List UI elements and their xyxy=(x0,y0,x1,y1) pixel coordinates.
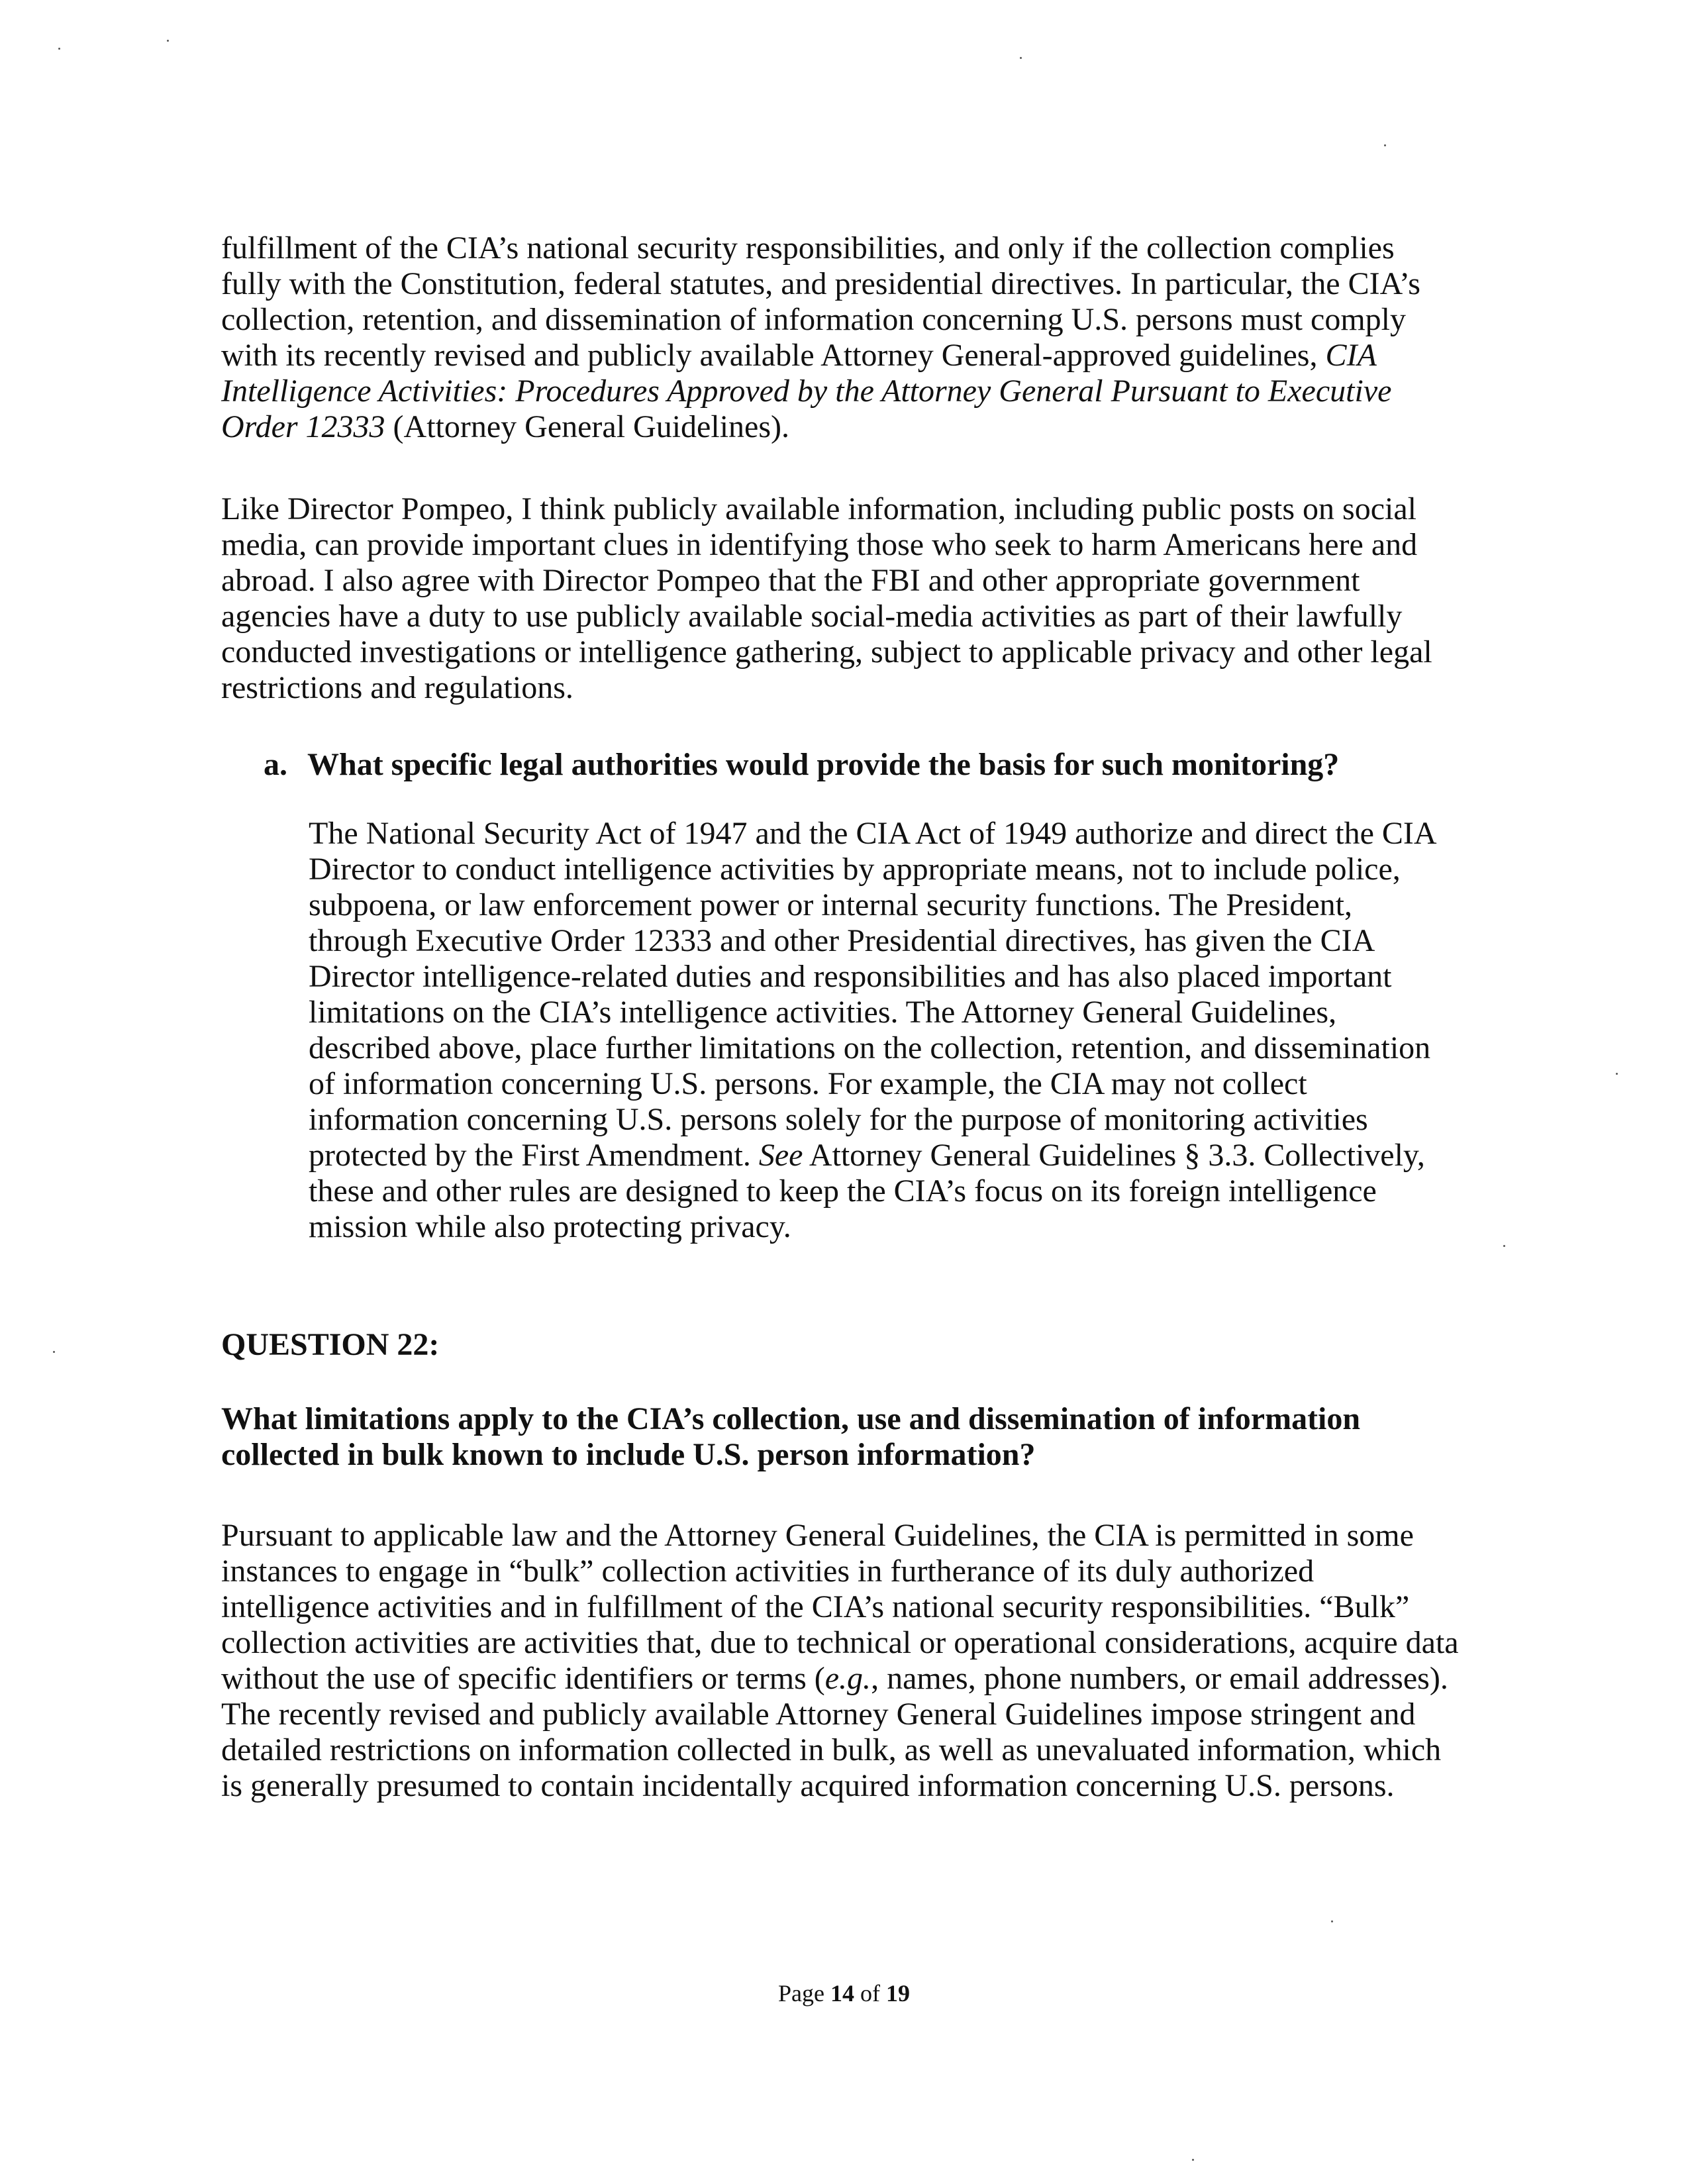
text-segment: Attorney General Guidelines § 3.3. Collectively, xyxy=(803,1138,1425,1173)
text-line xyxy=(221,338,1420,373)
text-line: detailed restrictions on information collected in bulk, as well as unevaluated information, which xyxy=(221,1732,1442,1767)
text-line: Like Director Pompeo, I think publicly available information, including public posts on social xyxy=(221,491,1416,526)
text-line: information concerning U.S. persons solely for the purpose of monitoring activities xyxy=(309,1102,1368,1137)
text-line: restrictions and regulations. xyxy=(221,670,573,705)
sub-question-letter: a. xyxy=(264,747,287,782)
text-line: these and other rules are designed to keep the CIA’s focus on its foreign intelligence xyxy=(309,1173,1377,1209)
sub-question-a xyxy=(264,747,1339,783)
text-line xyxy=(221,1661,1459,1697)
scan-speck xyxy=(1503,1245,1505,1247)
text-line: Pursuant to applicable law and the Attorney General Guidelines, the CIA is permitted in some xyxy=(221,1518,1414,1553)
text-line: through Executive Order 12333 and other Presidential directives, has given the CIA xyxy=(309,923,1375,958)
italic-title-line: Intelligence Activities: Procedures Approved by the Attorney General Pursuant to Executive xyxy=(221,373,1392,409)
text-segment: with its recently revised and publicly available Attorney General-approved guidelines, xyxy=(221,338,1326,373)
text-line: collection, retention, and dissemination of information concerning U.S. persons must comply xyxy=(221,302,1406,337)
text-line xyxy=(221,409,1420,445)
italic-signal: See xyxy=(758,1138,803,1173)
scan-speck xyxy=(1384,144,1386,146)
text-line: Director intelligence-related duties and responsibilities and has also placed important xyxy=(309,959,1392,994)
text-line: mission while also protecting privacy. xyxy=(309,1209,791,1244)
text-line: limitations on the CIA’s intelligence activities. The Attorney General Guidelines, xyxy=(309,995,1337,1030)
total-pages-number: 19 xyxy=(885,1980,910,2007)
text-segment: protected by the First Amendment. xyxy=(309,1138,759,1173)
text-segment: without the use of specific identifiers or terms ( xyxy=(221,1661,825,1696)
text-line: instances to engage in “bulk” collection activities in furtherance of its duly authorized xyxy=(221,1554,1315,1589)
text-line: of information concerning U.S. persons. For example, the CIA may not collect xyxy=(309,1066,1307,1101)
current-page-number: 14 xyxy=(830,1980,854,2007)
page-label: Page xyxy=(778,1980,830,2007)
paragraph-legal-authorities xyxy=(309,816,1437,1245)
text-line: described above, place further limitations on the collection, retention, and dissemination xyxy=(309,1030,1431,1066)
text-line: Director to conduct intelligence activities by appropriate means, not to include police, xyxy=(309,852,1401,887)
paragraph-social-media xyxy=(221,491,1432,706)
text-line: agencies have a duty to use publicly available social-media activities as part of their lawfully xyxy=(221,599,1403,634)
paragraph-bulk-collection xyxy=(221,1518,1459,1804)
text-line: intelligence activities and in fulfillment of the CIA’s national security responsibilities. “Bulk” xyxy=(221,1589,1410,1624)
text-line: fulfillment of the CIA’s national security responsibilities, and only if the collection complies xyxy=(221,230,1395,266)
question-heading: QUESTION 22: xyxy=(221,1327,440,1362)
text-line: What limitations apply to the CIA’s collection, use and dissemination of information xyxy=(221,1401,1361,1436)
scan-speck xyxy=(58,48,60,50)
italic-title: CIA xyxy=(1325,338,1377,373)
scan-speck xyxy=(1616,1073,1618,1075)
scan-speck xyxy=(1020,57,1022,59)
text-segment: , names, phone numbers, or email addresses). xyxy=(871,1661,1448,1696)
scan-speck xyxy=(167,40,169,42)
text-line: abroad. I also agree with Director Pompeo that the FBI and other appropriate government xyxy=(221,563,1360,598)
text-line: collection activities are activities that, due to technical or operational considerations, acquire data xyxy=(221,1625,1459,1660)
italic-title: Order 12333 xyxy=(221,409,385,444)
text-line: conducted investigations or intelligence gathering, subject to applicable privacy and other legal xyxy=(221,634,1432,670)
question-text xyxy=(221,1401,1360,1473)
text-line: is generally presumed to contain incidentally acquired information concerning U.S. persons. xyxy=(221,1768,1395,1803)
text-line: The National Security Act of 1947 and the CIA Act of 1949 authorize and direct the CIA xyxy=(309,816,1437,851)
text-line: collected in bulk known to include U.S. person information? xyxy=(221,1437,1036,1472)
text-line: The recently revised and publicly available Attorney General Guidelines impose stringent and xyxy=(221,1697,1416,1732)
page-of-label: of xyxy=(854,1980,886,2007)
text-segment: (Attorney General Guidelines). xyxy=(385,409,789,444)
text-line: media, can provide important clues in identifying those who seek to harm Americans here and xyxy=(221,527,1418,562)
text-line xyxy=(309,1138,1437,1173)
text-line: fully with the Constitution, federal statutes, and presidential directives. In particular, the CIA’s xyxy=(221,266,1420,301)
italic-abbrev: e.g. xyxy=(824,1661,871,1696)
text-line: subpoena, or law enforcement power or internal security functions. The President, xyxy=(309,887,1352,922)
page-footer xyxy=(0,1980,1688,2007)
sub-question-text: What specific legal authorities would provide the basis for such monitoring? xyxy=(307,747,1340,782)
scan-speck xyxy=(1331,1920,1333,1922)
paragraph-aggl-compliance xyxy=(221,230,1420,445)
scan-speck xyxy=(53,1351,55,1353)
scan-speck xyxy=(1192,2159,1194,2161)
